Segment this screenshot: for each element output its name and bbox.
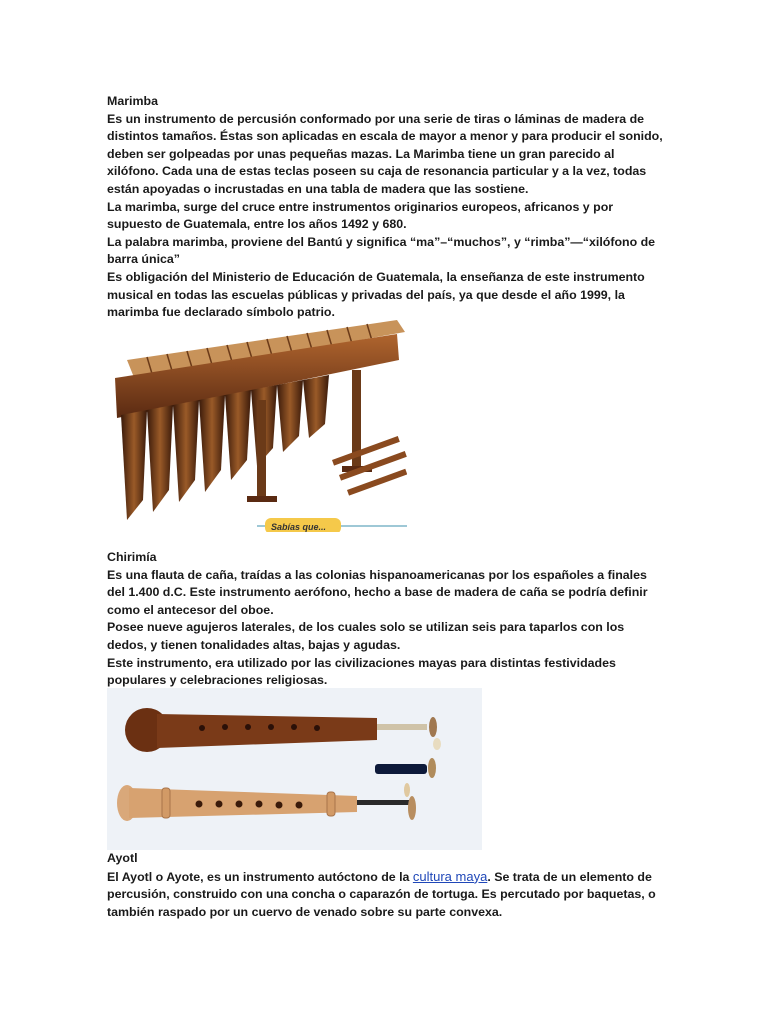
chirimia-paragraph-2: Posee nueve agujeros laterales, de los cuales solo se utilizan seis para taparlos con los dedos, y tienen tonalidades altas, bajas y agudas. [107,620,625,652]
chirimia-heading: Chirimía [107,550,157,564]
chirimia-section [107,549,667,690]
marimba-paragraph-2: La marimba, surge del cruce entre instrumentos originarios europeos, africanos y por supuesto de Guatemala, entre los años 1492 y 680. [107,199,614,232]
marimba-section [107,93,667,322]
marimba-paragraph-4: Es obligación del Ministerio de Educación de Guatemala, la enseñanza de este instrumento musical en todas las escuelas públicas y privadas del país, ya que desde el año 1999, la marimba fue declarado símbolo patrio. [107,269,645,320]
ayotl-text-start: El Ayotl o Ayote, es un instrumento autóctono de la [107,869,413,884]
ayotl-paragraph [107,868,667,922]
chirimia-paragraph-1: Es una flauta de caña, traídas a las colonias hispanoamericanas por los españoles a finales del 1.400 d.C. Este instrumento aerófono, hecho a base de madera de caña se podría definir como el antecesor del oboe. [107,567,648,617]
ayotl-section [107,850,667,921]
marimba-paragraph-1: Es un instrumento de percusión conformado por una serie de tiras o láminas de madera de distintos tamaños. Éstas son aplicadas en escala de mayor a menor y para producir el sonido, deben ser golpeadas por unas pequeñas mazas. La Marimba tiene un gran parecido al xilófono. Cada una de estas teclas poseen su caja de resonancia particular y a la vez, todas están apoyadas o incrustadas en una tabla de madera que las sostiene. [107,111,663,196]
ayotl-text-end: . Se trata de un elemento de percusión, construido con una concha o caparazón de tortuga. Es percutado por baquetas, o también raspado por un cuervo de venado sobre su parte convexa. [107,869,656,919]
marimba-heading: Marimba [107,94,158,108]
marimba-caption: Sabías que... [271,522,327,532]
chirimia-image [107,688,482,850]
marimba-paragraph-3: La palabra marimba, proviene del Bantú y significa “ma”–“muchos”, y “rimba”—“xilófono de barra única” [107,234,656,267]
chirimia-paragraph-3: Este instrumento, era utilizado por las civilizaciones mayas para distintas festividades populares y celebraciones religiosas. [107,655,616,688]
cultura-maya-link[interactable]: cultura maya [412,868,488,884]
marimba-image [107,320,407,532]
ayotl-heading: Ayotl [107,851,138,865]
